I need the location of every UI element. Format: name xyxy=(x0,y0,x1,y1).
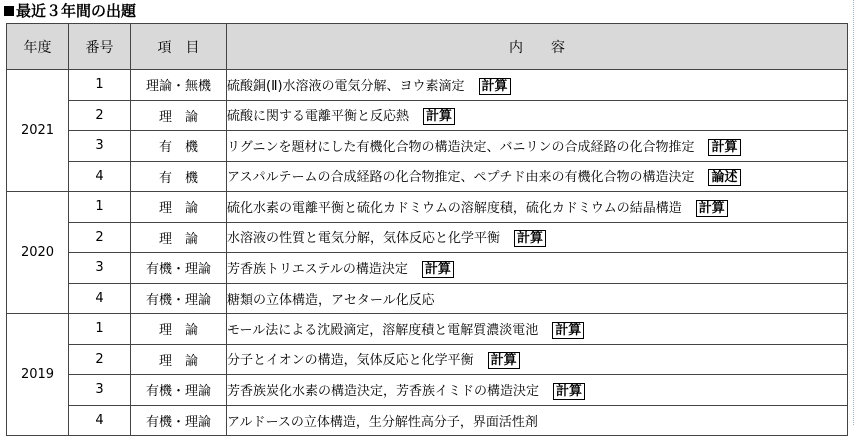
content-text: 糖類の立体構造，アセタール化反応 xyxy=(227,292,435,308)
item-cell: 理 論 xyxy=(131,100,227,131)
table-row xyxy=(7,283,848,314)
content-text: モール法による沈殿滴定，溶解度積と電解質濃淡電池 xyxy=(227,322,539,338)
content-text: 分子とイオンの構造，気体反応と化学平衡 xyxy=(227,353,474,369)
item-cell: 有機・理論 xyxy=(131,253,227,284)
table-row xyxy=(7,375,848,406)
item-cell: 有機・理論 xyxy=(131,405,227,436)
content-text: 芳香族炭化水素の構造決定，芳香族イミドの構造決定 xyxy=(227,383,540,399)
content-cell xyxy=(227,375,848,406)
question-type-badge: 計算 xyxy=(422,261,454,278)
question-type-badge: 計算 xyxy=(552,322,584,339)
question-type-badge: 計算 xyxy=(696,200,728,217)
table-row xyxy=(7,314,848,345)
item-cell: 理 論 xyxy=(131,344,227,375)
number-cell: 3 xyxy=(69,375,131,406)
content-cell xyxy=(227,161,848,192)
question-type-badge: 計算 xyxy=(553,383,585,400)
number-cell: 1 xyxy=(69,70,131,101)
table-row xyxy=(7,253,848,284)
content-cell xyxy=(227,314,848,345)
table-row xyxy=(7,100,848,131)
content-text: アルドースの立体構造，生分解性高分子，界面活性剤 xyxy=(227,414,538,430)
content-cell xyxy=(227,222,848,253)
content-text: 硫化水素の電離平衡と硫化カドミウムの溶解度積，硫化カドミウムの結晶構造 xyxy=(227,200,682,216)
table-row xyxy=(7,161,848,192)
number-cell: 4 xyxy=(69,405,131,436)
year-cell: 2019 xyxy=(7,314,69,436)
exam-table xyxy=(6,23,848,436)
content-cell xyxy=(227,283,848,314)
number-cell: 4 xyxy=(69,283,131,314)
content-cell xyxy=(227,131,848,162)
number-cell: 3 xyxy=(69,253,131,284)
year-cell: 2021 xyxy=(7,70,69,192)
number-cell: 4 xyxy=(69,161,131,192)
table-body xyxy=(7,70,848,436)
content-text: 芳香族トリエステルの構造決定 xyxy=(227,261,408,277)
question-type-badge: 計算 xyxy=(423,108,455,125)
question-type-badge: 論述 xyxy=(708,169,740,186)
table-row xyxy=(7,70,848,101)
item-cell: 理 論 xyxy=(131,222,227,253)
item-cell: 有機・理論 xyxy=(131,283,227,314)
header-item: 項 目 xyxy=(131,24,227,70)
item-cell: 有 機 xyxy=(131,131,227,162)
content-text: 硫酸に関する電離平衡と反応熱 xyxy=(227,109,410,125)
table-row xyxy=(7,405,848,436)
content-cell xyxy=(227,70,848,101)
header-year: 年度 xyxy=(7,24,69,70)
table-row xyxy=(7,192,848,223)
content-text: 水溶液の性質と電気分解，気体反応と化学平衡 xyxy=(227,231,501,247)
number-cell: 1 xyxy=(69,314,131,345)
year-cell: 2020 xyxy=(7,192,69,314)
number-cell: 1 xyxy=(69,192,131,223)
item-cell: 理 論 xyxy=(131,314,227,345)
header-number: 番号 xyxy=(69,24,131,70)
question-type-badge: 計算 xyxy=(514,230,546,247)
black-square-icon xyxy=(4,6,14,16)
content-text: リグニンを題材にした有機化合物の構造決定、バニリンの合成経路の化合物推定 xyxy=(227,139,695,155)
page-edge-line xyxy=(853,0,854,425)
content-cell xyxy=(227,405,848,436)
content-cell xyxy=(227,344,848,375)
item-cell: 有 機 xyxy=(131,161,227,192)
number-cell: 2 xyxy=(69,100,131,131)
content-cell xyxy=(227,192,848,223)
question-type-badge: 計算 xyxy=(488,352,520,369)
page-title xyxy=(4,1,136,21)
item-cell: 有機・理論 xyxy=(131,375,227,406)
table-row xyxy=(7,131,848,162)
content-text: 硫酸銅(Ⅱ)水溶液の電気分解、ヨウ素滴定 xyxy=(227,78,465,94)
question-type-badge: 計算 xyxy=(708,139,740,156)
table-row xyxy=(7,344,848,375)
item-cell: 理論・無機 xyxy=(131,70,227,101)
page-title-text: 最近３年間の出題 xyxy=(16,2,137,20)
item-cell: 理 論 xyxy=(131,192,227,223)
content-cell xyxy=(227,253,848,284)
content-text: アスパルテームの合成経路の化合物推定、ペプチド由来の有機化合物の構造決定 xyxy=(227,170,695,186)
number-cell: 3 xyxy=(69,131,131,162)
content-cell xyxy=(227,100,848,131)
question-type-badge: 計算 xyxy=(479,78,511,95)
table-row xyxy=(7,222,848,253)
table-header-row xyxy=(7,24,848,70)
header-content: 内 容 xyxy=(227,24,848,70)
number-cell: 2 xyxy=(69,222,131,253)
number-cell: 2 xyxy=(69,344,131,375)
